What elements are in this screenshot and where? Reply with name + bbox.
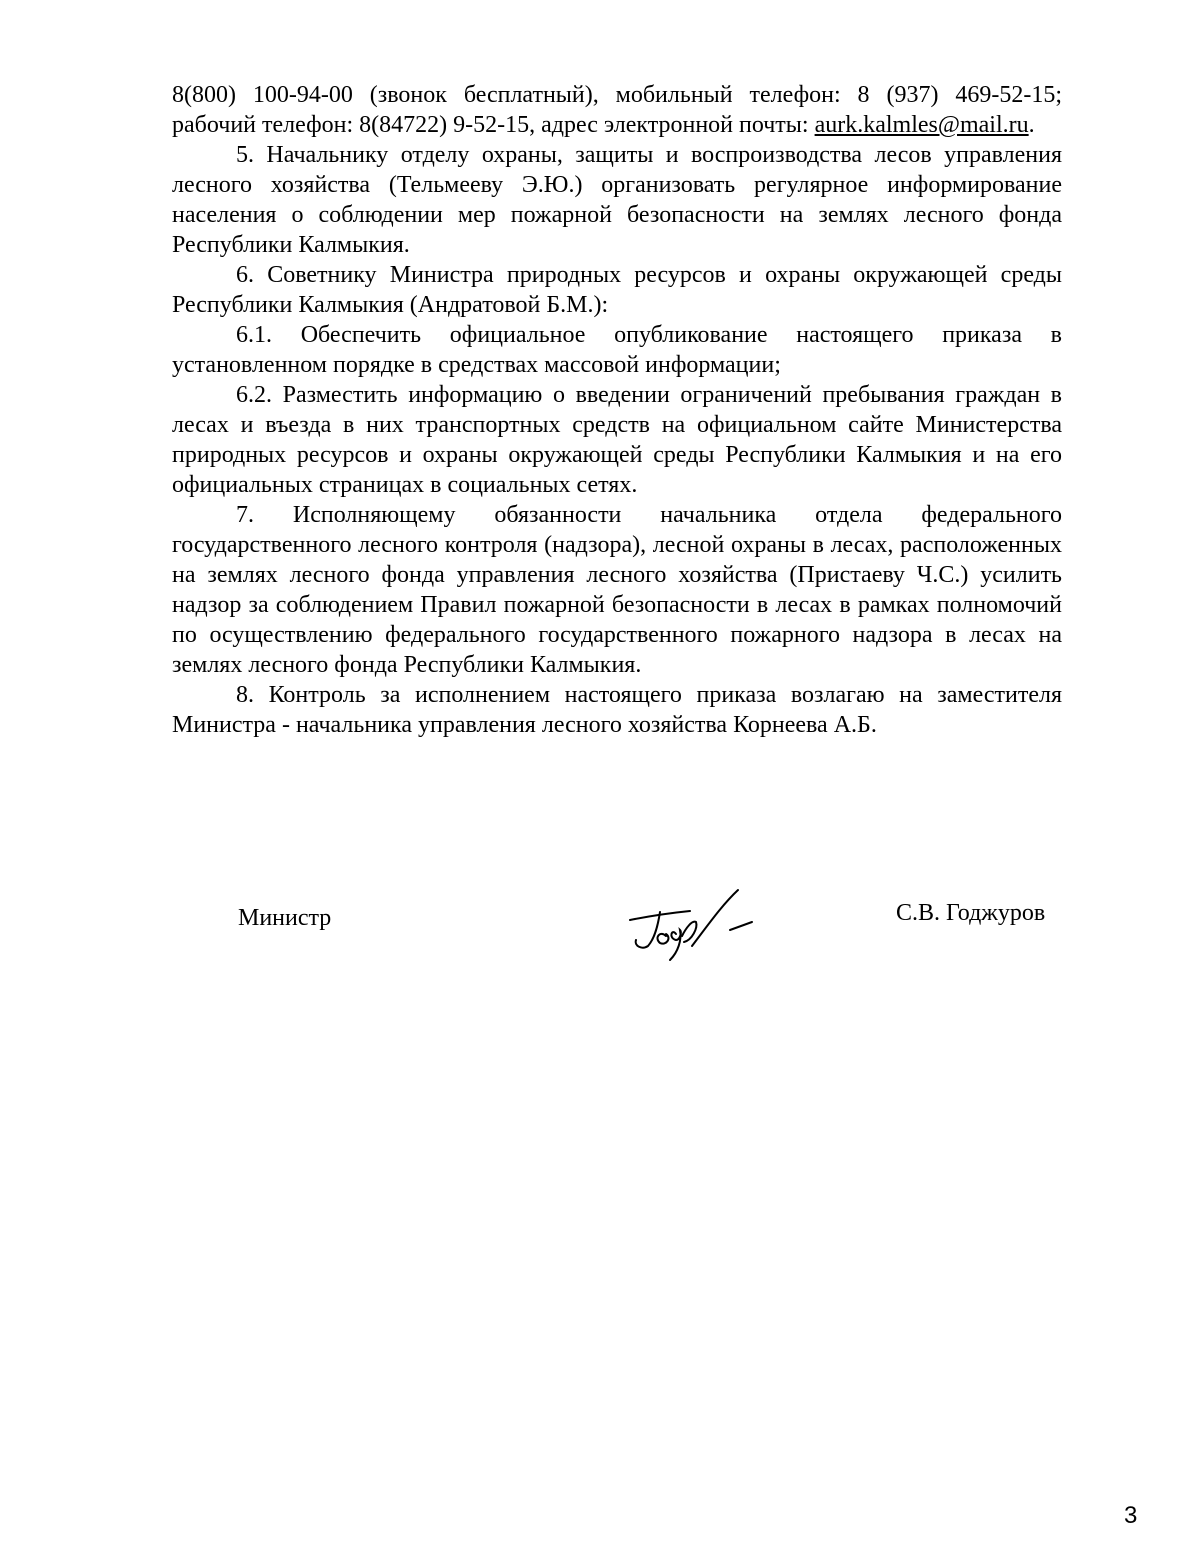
signatory-title: Министр xyxy=(238,905,332,931)
paragraph-6-2: 6.2. Разместить информацию о введении ограничений пребывания граждан в лесах и въезда в них транспортных средств на официальном сайте Министерства природных ресурсов и охраны окружающей среды Республики Калмыкия и на его официальных страницах в социальных сетях. xyxy=(172,382,1062,498)
email-link[interactable]: aurk.kalmles@mail.ru xyxy=(814,112,1029,138)
handwritten-signature-icon xyxy=(620,880,760,970)
paragraph-5: 5. Начальнику отделу охраны, защиты и воспроизводства лесов управления лесного хозяйства (Тельмееву Э.Ю.) организовать регулярное информирование населения о соблюдении мер пожарной безопасности на землях лесного фонда Республики Калмыкия. xyxy=(172,142,1062,258)
paragraph-6-1: 6.1. Обеспечить официальное опубликование настоящего приказа в установленном порядке в средствах массовой информации; xyxy=(172,322,1062,378)
contact-end: . xyxy=(1028,112,1035,138)
paragraph-7: 7. Исполняющему обязанности начальника отдела федерального государственного лесного контроля (надзора), лесной охраны в лесах, расположенных на землях лесного фонда управления лесного хозяйства (Пристаеву Ч.С.) усилить надзор за соблюдением Правил пожарной безопасности в лесах в рамках полномочий по осуществлению федерального государственного пожарного надзора в лесах на землях лесного фонда Республики Калмыкия. xyxy=(172,502,1062,678)
signatory-name: С.В. Годжуров xyxy=(896,900,1046,926)
contact-paragraph xyxy=(172,80,1062,140)
paragraph-6: 6. Советнику Министра природных ресурсов и охраны окружающей среды Республики Калмыкия (Андратовой Б.М.): xyxy=(172,262,1062,318)
paragraph-8: 8. Контроль за исполнением настоящего приказа возлагаю на заместителя Министра - начальника управления лесного хозяйства Корнеева А.Б. xyxy=(172,682,1062,738)
page-number: 3 xyxy=(1124,1502,1138,1529)
document-body xyxy=(172,80,1062,740)
contact-lines: 8(800) 100-94-00 (звонок бесплатный), мобильный телефон: 8 (937) 469-52-15; рабочий телефон: 8(84722) 9-52-15, адрес электронной почты: xyxy=(172,82,1062,138)
